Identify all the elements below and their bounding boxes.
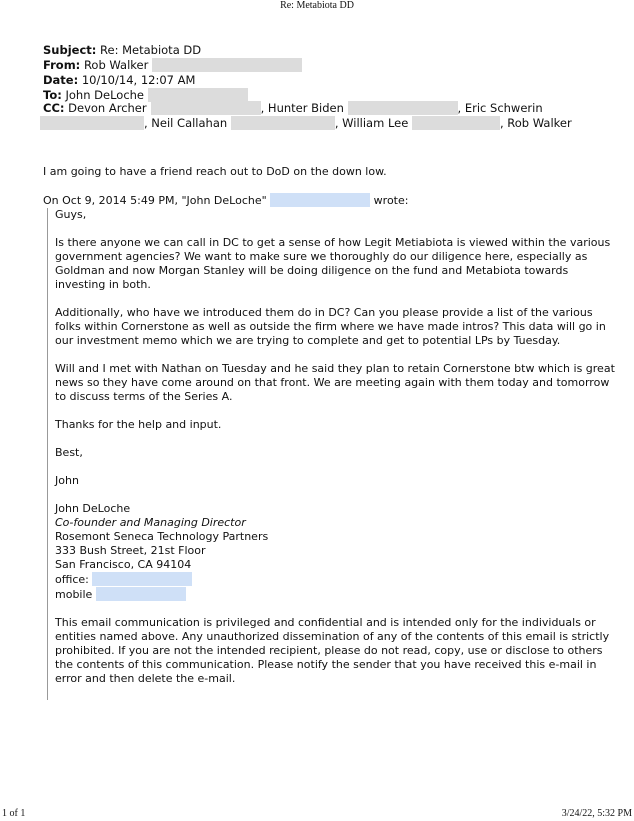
- quote-header-prefix: On Oct 9, 2014 5:49 PM, "John DeLoche": [43, 194, 267, 207]
- quote-closing: Best,: [55, 446, 83, 459]
- cc-recipient-6: , Rob Walker: [499, 116, 572, 130]
- email-body: I am going to have a friend reach out to DoD on the down low.: [43, 165, 387, 178]
- subject-value: Re: Metabiota DD: [100, 43, 202, 57]
- office-label: office:: [55, 573, 89, 586]
- subject-line: [43, 43, 201, 58]
- quoted-message: [47, 208, 615, 700]
- redacted-sender-email: [270, 193, 370, 207]
- quote-paragraph-1: Is there anyone we can call in DC to get a sense of how Legit Metiabiota is viewed within the various government agencies? We want to make sure we thoroughly do our diligence here, especially as Goldman and now Morgan Stanley will be doing diligence on the fund and Metabiota towards investing in both.: [55, 236, 611, 291]
- print-title: Re: Metabiota DD: [280, 0, 354, 11]
- from-label: From:: [43, 58, 81, 72]
- signature-name: John DeLoche: [55, 502, 131, 515]
- quote-paragraph-3: Will and I met with Nathan on Tuesday and he said they plan to retain Cornerstone btw which is great news so they have come around on that front. We are meeting again with them today and tomorrow to discuss terms of the Series A.: [55, 362, 615, 403]
- date-label: Date:: [43, 73, 79, 87]
- signature-company: Rosemont Seneca Technology Partners: [55, 530, 269, 543]
- cc-recipient-1: Devon Archer: [68, 101, 147, 115]
- date-value: 10/10/14, 12:07 AM: [81, 73, 196, 87]
- disclaimer: This email communication is privileged and confidential and is intended only for the individuals or entities named above. Any unauthorized dissemination of any of the contents of this email is strictly prohibited. If you are not the intended recipient, please do not read, copy, use or disclose to others the contents of this communication. Please notify the sender that you have received this e-mail in error and then delete the e-mail.: [55, 616, 610, 685]
- redacted-cc-email: [231, 116, 335, 130]
- quote-signoff: John: [55, 474, 79, 487]
- signature-address-2: San Francisco, CA 94104: [55, 558, 192, 571]
- signature-title: Co-founder and Managing Director: [55, 516, 246, 529]
- from-line: [43, 58, 302, 73]
- redacted-to-email: [148, 88, 248, 102]
- to-label: To:: [43, 88, 62, 102]
- redacted-cc-email: [412, 116, 500, 130]
- quote-paragraph-2: Additionally, who have we introduced them do in DC? Can you please provide a list of the various folks within Cornerstone as well as outside the firm where we have made intros? This data will go in our investment memo which we are trying to complete and get to potential LPs by Tuesday.: [55, 306, 606, 347]
- cc-line: [43, 101, 543, 116]
- print-date: 3/24/22, 5:32 PM: [561, 808, 632, 819]
- quote-greeting: Guys,: [55, 208, 87, 221]
- signature-mobile: [55, 587, 615, 602]
- redacted-from-email: [152, 58, 302, 72]
- quote-paragraph-4: Thanks for the help and input.: [55, 418, 222, 431]
- quote-header: [43, 193, 408, 207]
- redacted-office-phone: [92, 572, 192, 586]
- to-value: John DeLoche: [65, 88, 145, 102]
- cc-recipient-2: , Hunter Biden: [260, 101, 344, 115]
- date-line: [43, 73, 195, 88]
- redacted-cc-email: [40, 116, 144, 130]
- mobile-label: mobile: [55, 588, 93, 601]
- quote-header-suffix: wrote:: [373, 194, 409, 207]
- signature-block: [55, 502, 615, 602]
- signature-office: [55, 572, 615, 587]
- cc-line-2: [40, 116, 572, 131]
- cc-label: CC:: [43, 101, 65, 115]
- subject-label: Subject:: [43, 43, 97, 57]
- redacted-cc-email: [151, 101, 261, 115]
- redacted-cc-email: [348, 101, 458, 115]
- cc-recipient-5: , William Lee: [334, 116, 409, 130]
- cc-recipient-4: , Neil Callahan: [144, 116, 228, 130]
- page-number: 1 of 1: [2, 808, 26, 819]
- signature-address-1: 333 Bush Street, 21st Floor: [55, 544, 206, 557]
- redacted-mobile-phone: [96, 587, 186, 601]
- cc-recipient-3: , Eric Schwerin: [457, 101, 543, 115]
- from-value: Rob Walker: [83, 58, 149, 72]
